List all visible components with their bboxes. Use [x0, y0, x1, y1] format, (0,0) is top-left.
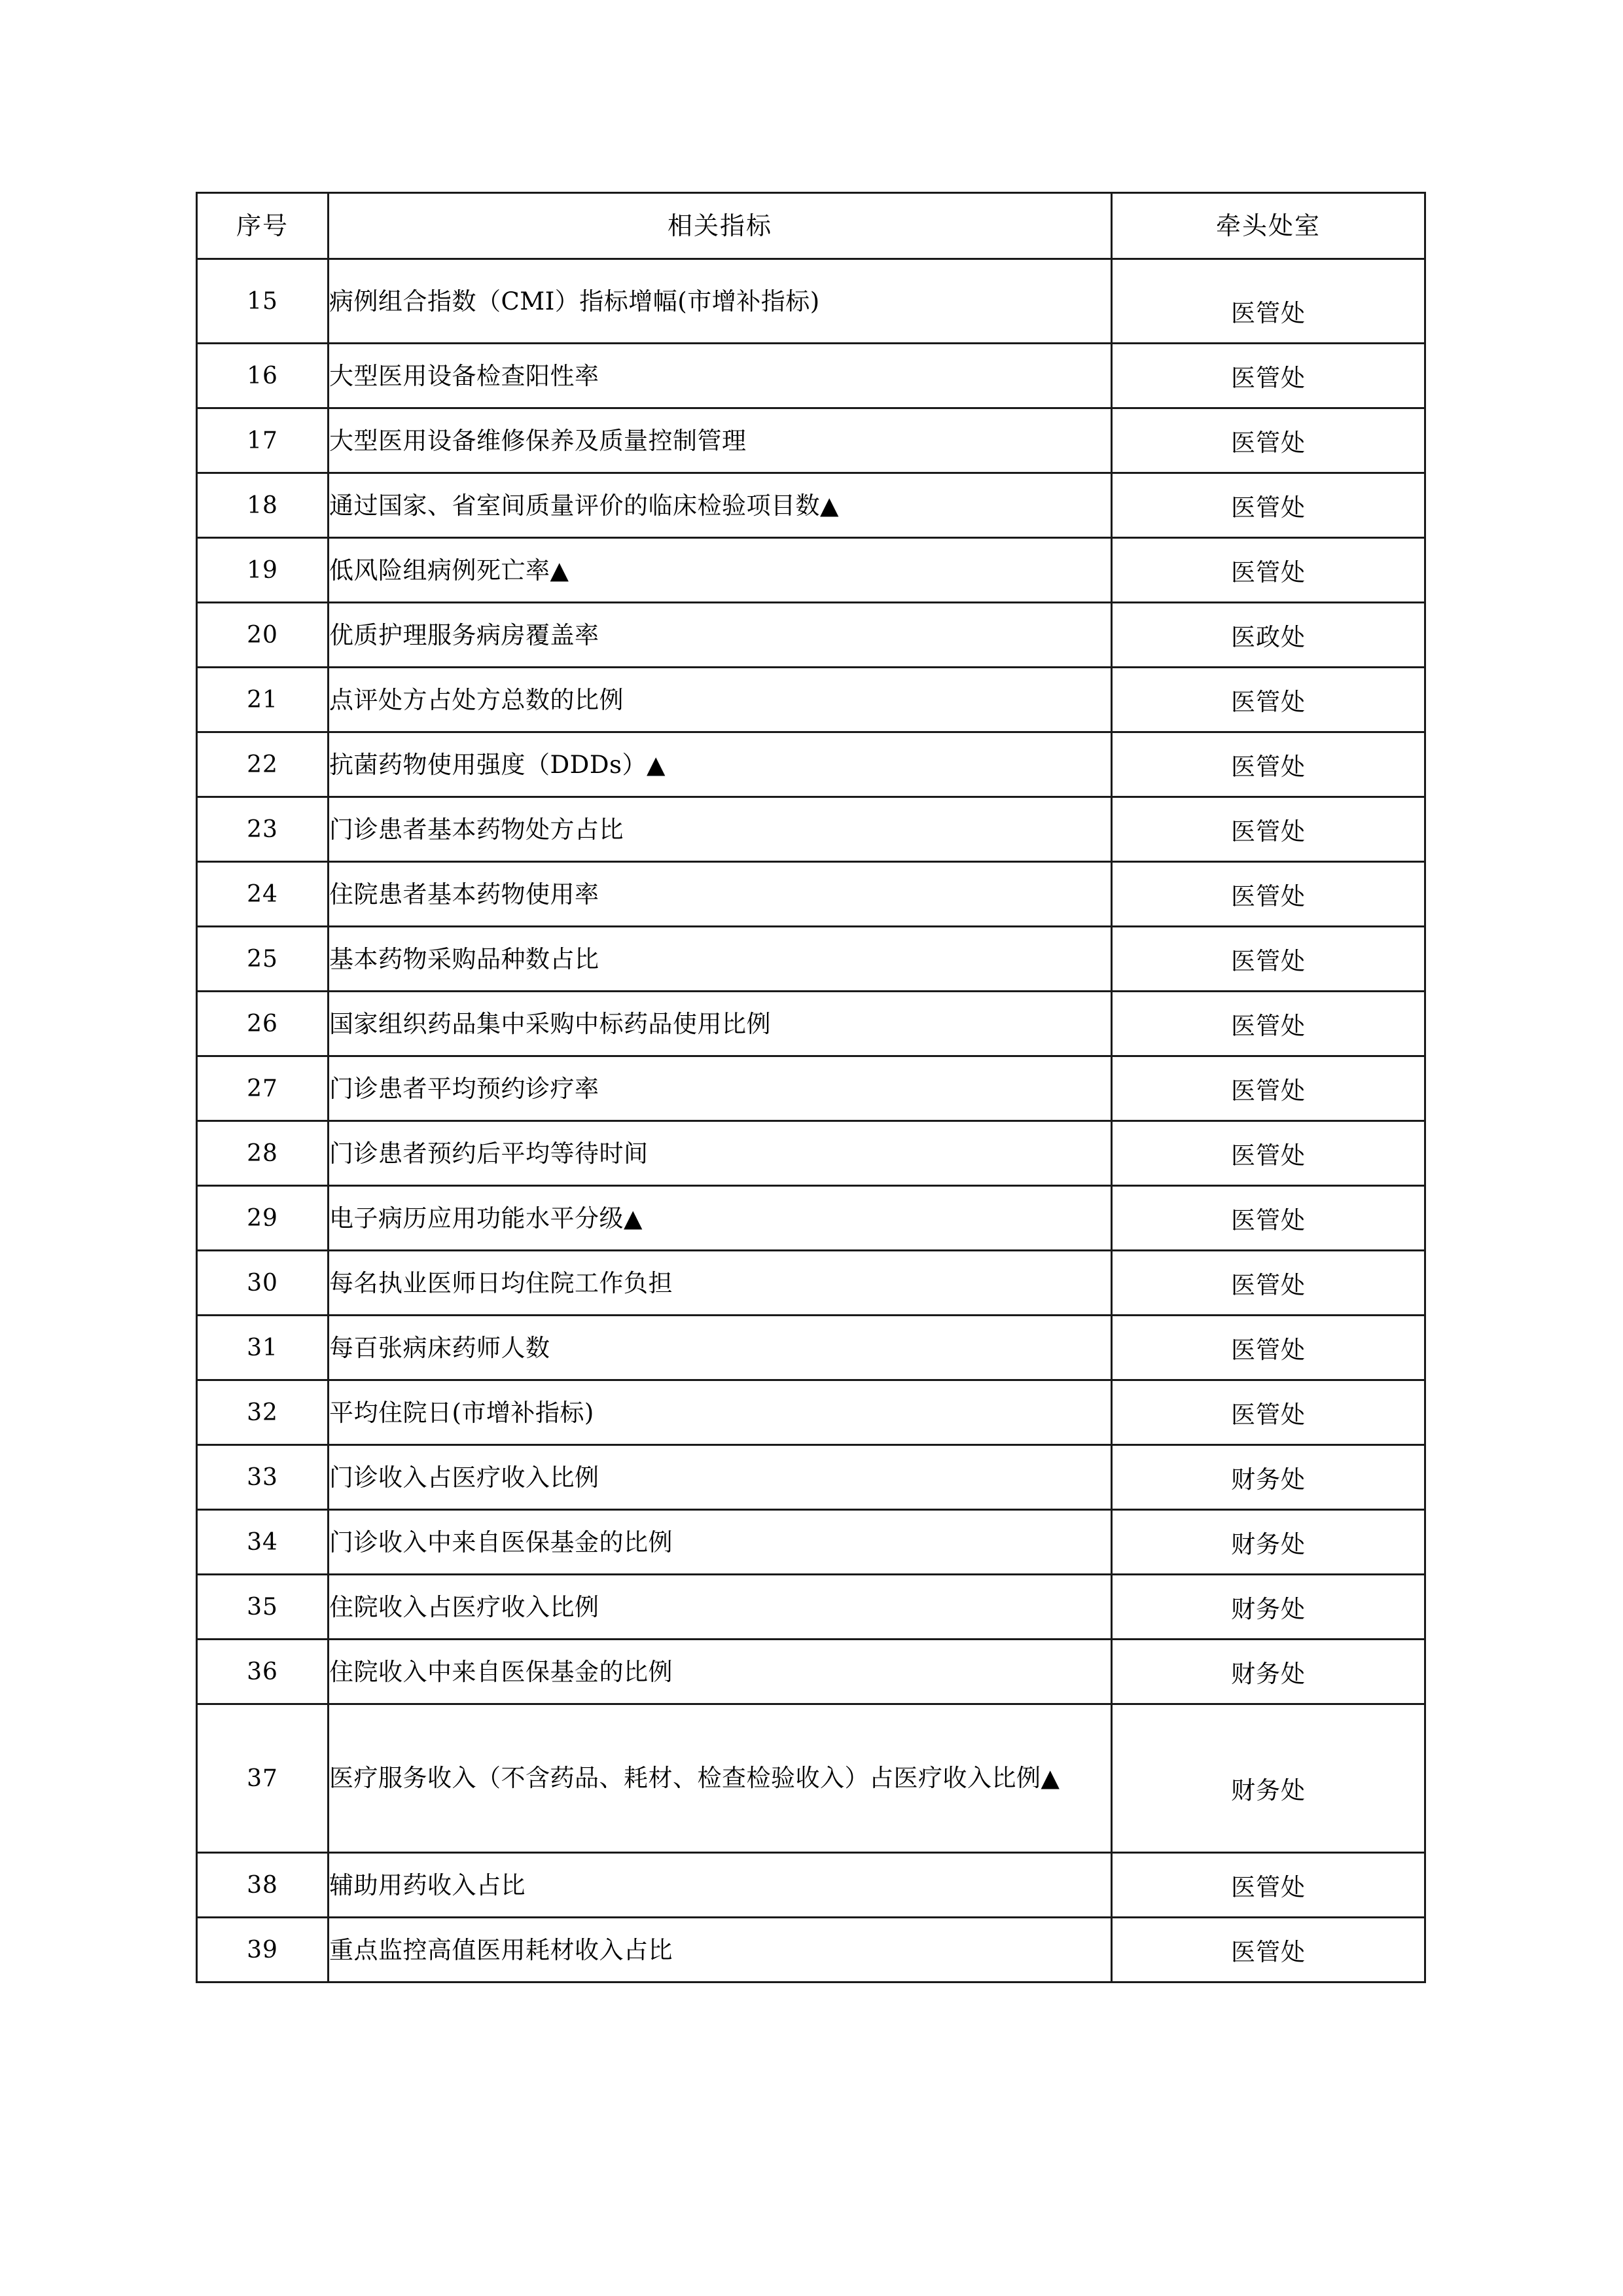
table-row [197, 1056, 1425, 1121]
cell-indicator-name: 平均住院日(市增补指标) [329, 1380, 1112, 1445]
indicator-table [196, 192, 1426, 1983]
cell-sequence-number: 33 [197, 1445, 329, 1510]
cell-sequence-number: 21 [197, 668, 329, 732]
cell-sequence-number: 16 [197, 344, 329, 408]
table-row [197, 1640, 1425, 1704]
cell-lead-department: 医管处 [1112, 538, 1425, 603]
cell-lead-department: 医管处 [1112, 668, 1425, 732]
table-row [197, 1575, 1425, 1640]
cell-indicator-name: 门诊患者基本药物处方占比 [329, 797, 1112, 862]
cell-lead-department: 医政处 [1112, 603, 1425, 668]
cell-indicator-name: 每百张病床药师人数 [329, 1316, 1112, 1380]
cell-sequence-number: 34 [197, 1510, 329, 1575]
cell-sequence-number: 27 [197, 1056, 329, 1121]
cell-indicator-name: 国家组织药品集中采购中标药品使用比例 [329, 992, 1112, 1056]
cell-sequence-number: 31 [197, 1316, 329, 1380]
cell-indicator-name: 重点监控高值医用耗材收入占比 [329, 1918, 1112, 1982]
cell-indicator-name: 电子病历应用功能水平分级▲ [329, 1186, 1112, 1251]
cell-lead-department: 医管处 [1112, 1121, 1425, 1186]
cell-sequence-number: 25 [197, 927, 329, 992]
table-row [197, 259, 1425, 344]
cell-sequence-number: 17 [197, 408, 329, 473]
table-row [197, 1510, 1425, 1575]
cell-sequence-number: 23 [197, 797, 329, 862]
cell-lead-department: 医管处 [1112, 1316, 1425, 1380]
cell-lead-department: 医管处 [1112, 408, 1425, 473]
cell-indicator-name: 医疗服务收入（不含药品、耗材、检查检验收入）占医疗收入比例▲ [329, 1704, 1112, 1853]
cell-lead-department: 财务处 [1112, 1445, 1425, 1510]
cell-indicator-name: 门诊患者预约后平均等待时间 [329, 1121, 1112, 1186]
cell-sequence-number: 15 [197, 259, 329, 344]
table-row [197, 1186, 1425, 1251]
cell-indicator-name: 基本药物采购品种数占比 [329, 927, 1112, 992]
cell-lead-department: 医管处 [1112, 927, 1425, 992]
cell-indicator-name: 低风险组病例死亡率▲ [329, 538, 1112, 603]
cell-lead-department: 医管处 [1112, 473, 1425, 538]
table-row [197, 473, 1425, 538]
cell-lead-department: 财务处 [1112, 1510, 1425, 1575]
cell-indicator-name: 通过国家、省室间质量评价的临床检验项目数▲ [329, 473, 1112, 538]
cell-indicator-name: 每名执业医师日均住院工作负担 [329, 1251, 1112, 1316]
cell-sequence-number: 28 [197, 1121, 329, 1186]
table-row [197, 668, 1425, 732]
table-row [197, 538, 1425, 603]
cell-lead-department: 医管处 [1112, 797, 1425, 862]
table-row [197, 992, 1425, 1056]
cell-sequence-number: 35 [197, 1575, 329, 1640]
cell-lead-department: 医管处 [1112, 1918, 1425, 1982]
cell-lead-department: 财务处 [1112, 1640, 1425, 1704]
cell-indicator-name: 住院患者基本药物使用率 [329, 862, 1112, 927]
cell-indicator-name: 点评处方占处方总数的比例 [329, 668, 1112, 732]
cell-lead-department: 医管处 [1112, 862, 1425, 927]
cell-lead-department: 财务处 [1112, 1575, 1425, 1640]
cell-sequence-number: 29 [197, 1186, 329, 1251]
table-row [197, 1918, 1425, 1982]
table-header [197, 193, 1425, 259]
table-row [197, 603, 1425, 668]
table-row [197, 1251, 1425, 1316]
cell-sequence-number: 39 [197, 1918, 329, 1982]
cell-sequence-number: 30 [197, 1251, 329, 1316]
cell-lead-department: 财务处 [1112, 1704, 1425, 1853]
table-header-row [197, 193, 1425, 259]
cell-sequence-number: 37 [197, 1704, 329, 1853]
cell-indicator-name: 大型医用设备维修保养及质量控制管理 [329, 408, 1112, 473]
cell-lead-department: 医管处 [1112, 344, 1425, 408]
cell-sequence-number: 36 [197, 1640, 329, 1704]
cell-indicator-name: 住院收入中来自医保基金的比例 [329, 1640, 1112, 1704]
cell-lead-department: 医管处 [1112, 259, 1425, 344]
cell-indicator-name: 大型医用设备检查阳性率 [329, 344, 1112, 408]
table-row [197, 927, 1425, 992]
cell-sequence-number: 18 [197, 473, 329, 538]
cell-sequence-number: 19 [197, 538, 329, 603]
cell-indicator-name: 优质护理服务病房覆盖率 [329, 603, 1112, 668]
cell-lead-department: 医管处 [1112, 1186, 1425, 1251]
cell-sequence-number: 24 [197, 862, 329, 927]
table-body [197, 259, 1425, 1982]
cell-lead-department: 医管处 [1112, 1056, 1425, 1121]
table-row [197, 732, 1425, 797]
cell-sequence-number: 20 [197, 603, 329, 668]
table-row [197, 1316, 1425, 1380]
table-row [197, 1704, 1425, 1853]
cell-sequence-number: 22 [197, 732, 329, 797]
table-row [197, 344, 1425, 408]
cell-indicator-name: 病例组合指数（CMI）指标增幅(市增补指标) [329, 259, 1112, 344]
cell-indicator-name: 门诊收入占医疗收入比例 [329, 1445, 1112, 1510]
column-header-department: 牵头处室 [1112, 193, 1425, 259]
cell-lead-department: 医管处 [1112, 732, 1425, 797]
table-row [197, 797, 1425, 862]
cell-indicator-name: 门诊收入中来自医保基金的比例 [329, 1510, 1112, 1575]
cell-lead-department: 医管处 [1112, 1853, 1425, 1918]
column-header-indicator: 相关指标 [329, 193, 1112, 259]
cell-indicator-name: 抗菌药物使用强度（DDDs）▲ [329, 732, 1112, 797]
column-header-seq: 序号 [197, 193, 329, 259]
cell-lead-department: 医管处 [1112, 1380, 1425, 1445]
table-row [197, 1121, 1425, 1186]
table-row [197, 1380, 1425, 1445]
table-row [197, 1853, 1425, 1918]
cell-indicator-name: 门诊患者平均预约诊疗率 [329, 1056, 1112, 1121]
table-row [197, 862, 1425, 927]
cell-indicator-name: 辅助用药收入占比 [329, 1853, 1112, 1918]
cell-indicator-name: 住院收入占医疗收入比例 [329, 1575, 1112, 1640]
cell-sequence-number: 26 [197, 992, 329, 1056]
cell-sequence-number: 32 [197, 1380, 329, 1445]
table-row [197, 1445, 1425, 1510]
table-row [197, 408, 1425, 473]
cell-lead-department: 医管处 [1112, 1251, 1425, 1316]
cell-sequence-number: 38 [197, 1853, 329, 1918]
cell-lead-department: 医管处 [1112, 992, 1425, 1056]
